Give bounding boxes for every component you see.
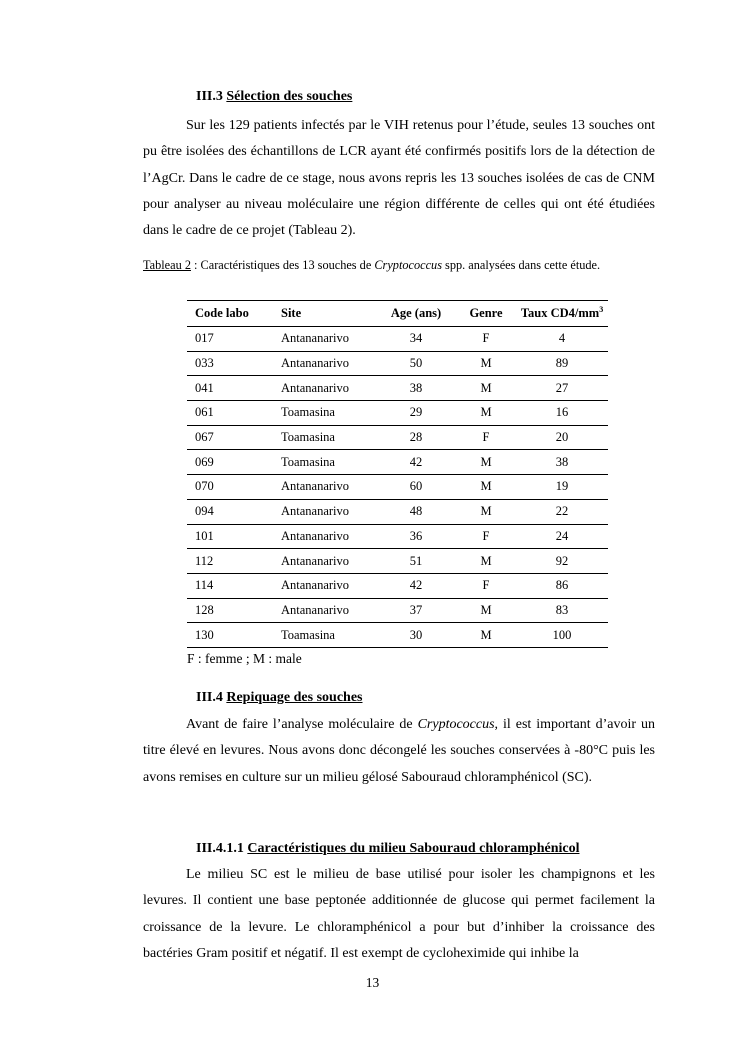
table-row bbox=[187, 425, 608, 450]
cell-genre: M bbox=[456, 450, 516, 475]
table-row bbox=[187, 327, 608, 352]
section-4-paragraph bbox=[143, 712, 655, 791]
cell-age: 30 bbox=[376, 623, 456, 648]
table-row bbox=[187, 549, 608, 574]
header-taux-text: Taux CD4/mm bbox=[520, 306, 600, 321]
section-4-italic: Cryptococcus bbox=[417, 717, 495, 732]
table-row bbox=[187, 573, 608, 598]
cell-site: Toamasina bbox=[281, 623, 376, 648]
cell-code: 017 bbox=[187, 327, 281, 352]
table-row bbox=[187, 475, 608, 500]
cell-age: 38 bbox=[376, 376, 456, 401]
table-row bbox=[187, 623, 608, 648]
header-taux bbox=[516, 301, 608, 327]
header-genre: Genre bbox=[456, 301, 516, 327]
table-row bbox=[187, 450, 608, 475]
table-row bbox=[187, 524, 608, 549]
cell-taux: 100 bbox=[516, 623, 608, 648]
cell-taux: 22 bbox=[516, 499, 608, 524]
table-row bbox=[187, 499, 608, 524]
cell-code: 128 bbox=[187, 598, 281, 623]
section-heading-4 bbox=[196, 690, 363, 706]
cell-age: 42 bbox=[376, 573, 456, 598]
cell-genre: M bbox=[456, 623, 516, 648]
cell-age: 48 bbox=[376, 499, 456, 524]
cell-site: Antananarivo bbox=[281, 549, 376, 574]
table-row bbox=[187, 598, 608, 623]
cell-taux: 92 bbox=[516, 549, 608, 574]
section-heading-4-1-1 bbox=[196, 841, 580, 857]
section-3-paragraph: Sur les 129 patients infectés par le VIH retenus pour l’étude, seules 13 souches ont pu être isolées des échantillons de LCR ayant été confirmés positifs lors de la détection de l’AgCr. Dans le cadre de ce stage, nous avons repris les 13 souches isolées de cas de CNM pour analyser au niveau moléculaire une région différente de celles qui ont été étudiées dans le cadre de ce projet (Tableau 2). bbox=[143, 118, 655, 239]
cell-site: Antananarivo bbox=[281, 327, 376, 352]
cell-age: 50 bbox=[376, 351, 456, 376]
cell-taux: 89 bbox=[516, 351, 608, 376]
table-caption-label: Tableau 2 bbox=[143, 258, 191, 272]
section-title: Caractéristiques du milieu Sabouraud chloramphénicol bbox=[247, 841, 580, 856]
table-caption-text-end: spp. analysées dans cette étude. bbox=[441, 258, 601, 272]
header-site: Site bbox=[281, 301, 376, 327]
strain-table bbox=[187, 300, 608, 648]
cell-site: Antananarivo bbox=[281, 573, 376, 598]
cell-genre: F bbox=[456, 573, 516, 598]
cell-age: 28 bbox=[376, 425, 456, 450]
cell-taux: 24 bbox=[516, 524, 608, 549]
cell-taux: 83 bbox=[516, 598, 608, 623]
section-4-1-1-paragraph: Le milieu SC est le milieu de base utilisé pour isoler les champignons et les levures. Il contient une base peptonée additionnée de glucose qui permet facilement la croissance de la levure. Le chloramphénicol a pour but d’inhiber la croissance des bactéries Gram positif et négatif. Il est exempt de cycloheximide qui inhibe la bbox=[143, 867, 655, 961]
section-4-text-end: , il est important d’avoir un titre élevé en levures. Nous avons donc décongelé les souches conservées à -80°C puis les avons remises en culture sur un milieu gélosé Sabouraud chloramphénicol (SC). bbox=[143, 717, 655, 785]
cell-genre: F bbox=[456, 524, 516, 549]
cell-age: 29 bbox=[376, 401, 456, 426]
section-title: Repiquage des souches bbox=[226, 690, 363, 705]
table-row bbox=[187, 376, 608, 401]
cell-code: 033 bbox=[187, 351, 281, 376]
cell-site: Toamasina bbox=[281, 450, 376, 475]
cell-site: Toamasina bbox=[281, 425, 376, 450]
table-row bbox=[187, 401, 608, 426]
cell-code: 114 bbox=[187, 573, 281, 598]
cell-genre: M bbox=[456, 376, 516, 401]
cell-code: 101 bbox=[187, 524, 281, 549]
cell-site: Antananarivo bbox=[281, 351, 376, 376]
header-taux-sup: 3 bbox=[599, 305, 604, 315]
cell-genre: F bbox=[456, 425, 516, 450]
table-legend: F : femme ; M : male bbox=[187, 651, 302, 666]
cell-site: Toamasina bbox=[281, 401, 376, 426]
section-title: Sélection des souches bbox=[226, 89, 353, 104]
cell-site: Antananarivo bbox=[281, 598, 376, 623]
page-number: 13 bbox=[365, 975, 380, 990]
cell-code: 130 bbox=[187, 623, 281, 648]
section-number: III.4.1.1 bbox=[196, 841, 244, 856]
cell-code: 069 bbox=[187, 450, 281, 475]
cell-taux: 19 bbox=[516, 475, 608, 500]
section-number: III.4 bbox=[196, 690, 223, 705]
cell-age: 36 bbox=[376, 524, 456, 549]
cell-genre: M bbox=[456, 598, 516, 623]
table-caption-text: : Caractéristiques des 13 souches de bbox=[190, 258, 375, 272]
cell-code: 094 bbox=[187, 499, 281, 524]
section-heading-3 bbox=[196, 89, 352, 105]
cell-taux: 86 bbox=[516, 573, 608, 598]
cell-genre: M bbox=[456, 499, 516, 524]
cell-code: 041 bbox=[187, 376, 281, 401]
cell-age: 60 bbox=[376, 475, 456, 500]
header-age: Age (ans) bbox=[376, 301, 456, 327]
header-code: Code labo bbox=[187, 301, 281, 327]
cell-age: 51 bbox=[376, 549, 456, 574]
cell-genre: M bbox=[456, 549, 516, 574]
cell-code: 061 bbox=[187, 401, 281, 426]
cell-genre: M bbox=[456, 351, 516, 376]
cell-genre: M bbox=[456, 401, 516, 426]
table-body bbox=[187, 327, 608, 648]
cell-age: 37 bbox=[376, 598, 456, 623]
cell-code: 112 bbox=[187, 549, 281, 574]
cell-genre: F bbox=[456, 327, 516, 352]
cell-genre: M bbox=[456, 475, 516, 500]
cell-taux: 38 bbox=[516, 450, 608, 475]
cell-site: Antananarivo bbox=[281, 524, 376, 549]
cell-age: 42 bbox=[376, 450, 456, 475]
section-4-text: Avant de faire l’analyse moléculaire de bbox=[186, 717, 418, 732]
section-number: III.3 bbox=[196, 89, 223, 104]
cell-taux: 4 bbox=[516, 327, 608, 352]
cell-site: Antananarivo bbox=[281, 376, 376, 401]
cell-code: 070 bbox=[187, 475, 281, 500]
table-header-row bbox=[187, 301, 608, 327]
cell-taux: 16 bbox=[516, 401, 608, 426]
cell-code: 067 bbox=[187, 425, 281, 450]
cell-age: 34 bbox=[376, 327, 456, 352]
table-row bbox=[187, 351, 608, 376]
cell-site: Antananarivo bbox=[281, 499, 376, 524]
cell-taux: 27 bbox=[516, 376, 608, 401]
cell-site: Antananarivo bbox=[281, 475, 376, 500]
cell-taux: 20 bbox=[516, 425, 608, 450]
table-caption-italic: Cryptococcus bbox=[374, 258, 442, 272]
table-caption bbox=[143, 258, 600, 273]
